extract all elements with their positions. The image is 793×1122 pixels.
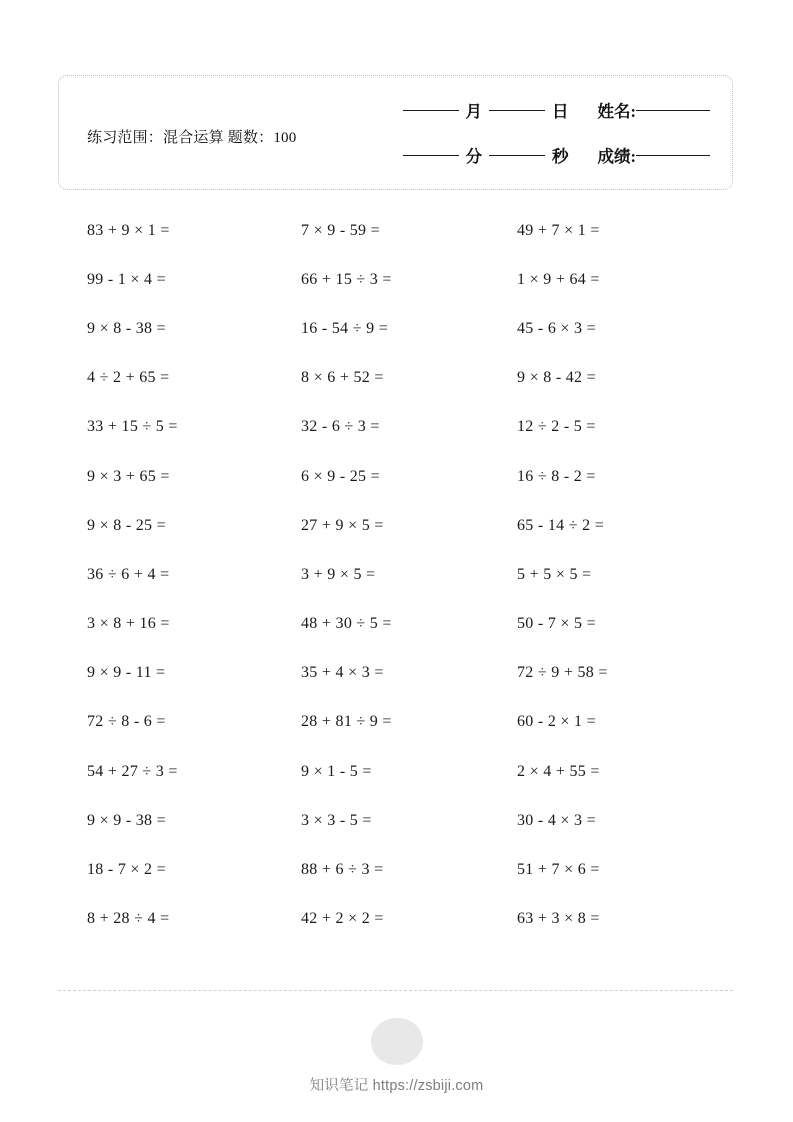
footer xyxy=(0,1018,793,1095)
practice-scope-text: 练习范围：混合运算 题数：100 xyxy=(87,130,297,146)
problem-item: 9 × 3 + 65 = xyxy=(87,467,170,485)
score-label: 成绩: xyxy=(597,147,636,166)
name-blank-rule[interactable] xyxy=(636,110,710,111)
problem-item: 83 + 9 × 1 = xyxy=(87,221,170,239)
problem-item: 28 + 81 ÷ 9 = xyxy=(301,713,392,731)
second-label: 秒 xyxy=(552,147,569,166)
problem-item: 3 × 3 - 5 = xyxy=(301,811,372,829)
problem-item: 60 - 2 × 1 = xyxy=(517,713,596,731)
second-blank-rule[interactable] xyxy=(489,155,545,156)
name-label: 姓名: xyxy=(597,102,636,121)
problem-item: 45 - 6 × 3 = xyxy=(517,319,596,337)
problem-item: 12 ÷ 2 - 5 = xyxy=(517,418,596,436)
problem-item: 32 - 6 ÷ 3 = xyxy=(301,418,380,436)
problem-item: 50 - 7 × 5 = xyxy=(517,615,596,633)
problem-item: 7 × 9 - 59 = xyxy=(301,221,380,239)
time-score-line xyxy=(403,143,711,167)
problem-item: 3 × 8 + 16 = xyxy=(87,615,170,633)
problem-item: 9 × 1 - 5 = xyxy=(301,762,372,780)
problem-item: 51 + 7 × 6 = xyxy=(517,861,600,879)
problem-item: 66 + 15 ÷ 3 = xyxy=(301,270,392,288)
problem-item: 4 ÷ 2 + 65 = xyxy=(87,369,170,387)
problem-item: 9 × 8 - 25 = xyxy=(87,516,166,534)
problem-item: 35 + 4 × 3 = xyxy=(301,664,384,682)
month-label: 月 xyxy=(465,102,482,121)
problem-item: 54 + 27 ÷ 3 = xyxy=(87,762,178,780)
problem-item: 5 + 5 × 5 = xyxy=(517,565,592,583)
problem-item: 8 × 6 + 52 = xyxy=(301,369,384,387)
problem-item: 9 × 8 - 38 = xyxy=(87,319,166,337)
problem-item: 16 - 54 ÷ 9 = xyxy=(301,319,389,337)
problem-item: 65 - 14 ÷ 2 = xyxy=(517,516,605,534)
problem-item: 9 × 9 - 11 = xyxy=(87,664,166,682)
problem-item: 9 × 8 - 42 = xyxy=(517,369,596,387)
problem-item: 88 + 6 ÷ 3 = xyxy=(301,861,384,879)
problem-item: 9 × 9 - 38 = xyxy=(87,811,166,829)
header-inner xyxy=(59,76,732,189)
problem-item: 1 × 9 + 64 = xyxy=(517,270,600,288)
date-name-line xyxy=(403,98,711,122)
problem-item: 3 + 9 × 5 = xyxy=(301,565,376,583)
problem-item: 30 - 4 × 3 = xyxy=(517,811,596,829)
problem-item: 6 × 9 - 25 = xyxy=(301,467,380,485)
day-blank-rule[interactable] xyxy=(489,110,545,111)
problem-item: 48 + 30 ÷ 5 = xyxy=(301,615,392,633)
problem-item: 49 + 7 × 1 = xyxy=(517,221,600,239)
minute-label: 分 xyxy=(465,147,482,166)
problem-item: 42 + 2 × 2 = xyxy=(301,910,384,928)
score-blank-rule[interactable] xyxy=(636,155,710,156)
problem-item: 72 ÷ 8 - 6 = xyxy=(87,713,166,731)
problem-item: 2 × 4 + 55 = xyxy=(517,762,600,780)
problem-item: 72 ÷ 9 + 58 = xyxy=(517,664,608,682)
problem-item: 33 + 15 ÷ 5 = xyxy=(87,418,178,436)
problem-grid xyxy=(58,206,733,944)
problem-item: 27 + 9 × 5 = xyxy=(301,516,384,534)
problem-item: 36 ÷ 6 + 4 = xyxy=(87,565,170,583)
worksheet-header-box xyxy=(58,75,733,190)
problem-item: 16 ÷ 8 - 2 = xyxy=(517,467,596,485)
site-logo-icon xyxy=(371,1018,423,1065)
problem-item: 99 - 1 × 4 = xyxy=(87,270,166,288)
problem-item: 8 + 28 ÷ 4 = xyxy=(87,910,170,928)
month-blank-rule[interactable] xyxy=(403,110,459,111)
minute-blank-rule[interactable] xyxy=(403,155,459,156)
problem-item: 18 - 7 × 2 = xyxy=(87,861,166,879)
footer-divider xyxy=(58,990,733,991)
day-label: 日 xyxy=(552,102,569,121)
problem-item: 63 + 3 × 8 = xyxy=(517,910,600,928)
watermark-text: 知识笔记 https://zsbiji.com xyxy=(309,1078,484,1094)
